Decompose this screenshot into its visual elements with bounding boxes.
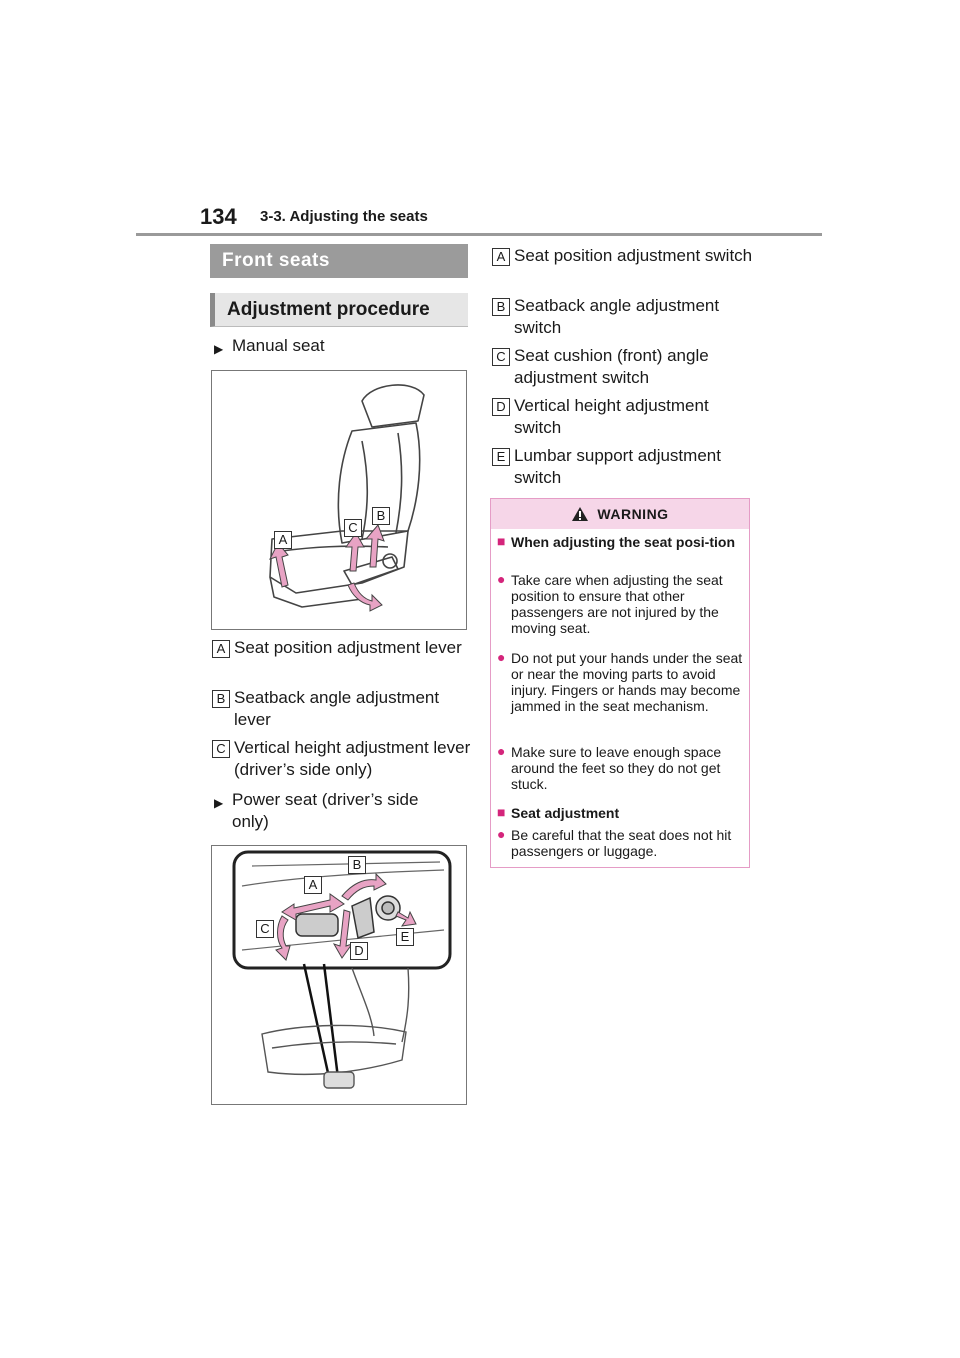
warning-bullet-3: Make sure to leave enough space around the feet so they do not get stuck. bbox=[511, 744, 722, 792]
warning-subheading-1: When adjusting the seat posi-tion bbox=[511, 534, 735, 550]
figure-label-b: B bbox=[348, 856, 366, 874]
manual-item-b: B Seatback angle adjustment lever bbox=[212, 687, 472, 733]
power-item-a: A Seat position adjustment switch bbox=[492, 245, 752, 291]
power-seat-illustration bbox=[212, 846, 466, 1104]
manual-seat-illustration bbox=[212, 371, 466, 629]
header-rule bbox=[136, 233, 822, 236]
warning-bullet-4: Be careful that the seat does not hit passengers or luggage. bbox=[511, 827, 732, 859]
arrow-a bbox=[270, 543, 288, 587]
figure-label-e: E bbox=[396, 928, 414, 946]
warning-box bbox=[490, 498, 750, 868]
manual-seat-figure bbox=[211, 370, 467, 630]
manual-item-a: A Seat position adjustment lever bbox=[212, 637, 472, 683]
round-bullet-icon: ● bbox=[497, 826, 506, 842]
figure-label-b: B bbox=[372, 507, 390, 525]
power-seat-title: ▶ Power seat (driver’s side only) bbox=[214, 790, 419, 831]
figure-label-a: A bbox=[304, 876, 322, 894]
power-item-e: E Lumbar support adjustment switch bbox=[492, 445, 752, 491]
triangle-right-icon: ▶ bbox=[214, 342, 224, 356]
power-item-d: D Vertical height adjustment switch bbox=[492, 395, 752, 441]
heading-front-seats: Front seats bbox=[210, 244, 468, 278]
square-bullet-icon: ■ bbox=[497, 533, 506, 549]
triangle-right-icon: ▶ bbox=[214, 796, 224, 810]
power-item-b: B Seatback angle adjustment switch bbox=[492, 295, 752, 341]
round-bullet-icon: ● bbox=[497, 571, 506, 587]
warning-bullet-1: Take care when adjusting the seat position to ensure that other passengers are not injured by the moving seat. bbox=[511, 572, 723, 636]
power-item-c: C Seat cushion (front) angle adjustment switch bbox=[492, 345, 752, 391]
section-title: 3-3. Adjusting the seats bbox=[260, 208, 428, 225]
figure-label-c: C bbox=[256, 920, 274, 938]
manual-seat-title: ▶ Manual seat bbox=[214, 335, 474, 359]
square-bullet-icon: ■ bbox=[497, 804, 506, 820]
figure-label-c: C bbox=[344, 519, 362, 537]
power-seat-figure bbox=[211, 845, 467, 1105]
figure-label-d: D bbox=[350, 942, 368, 960]
warning-subheading-2: Seat adjustment bbox=[511, 805, 620, 821]
round-bullet-icon: ● bbox=[497, 743, 506, 759]
arrow-c-down bbox=[348, 583, 382, 611]
page-number: 134 bbox=[200, 204, 237, 229]
warning-icon bbox=[571, 506, 589, 522]
heading-adjustment-procedure: Adjustment procedure bbox=[210, 293, 468, 327]
warning-header: WARNING bbox=[491, 499, 749, 529]
warning-bullet-2: Do not put your hands under the seat or near the moving parts to avoid injury. Fingers or hands may become jammed in the seat mechanism. bbox=[511, 650, 743, 714]
figure-label-a: A bbox=[274, 531, 292, 549]
round-bullet-icon: ● bbox=[497, 649, 506, 665]
manual-item-c: C Vertical height adjustment lever (driver’s side only) bbox=[212, 737, 472, 783]
